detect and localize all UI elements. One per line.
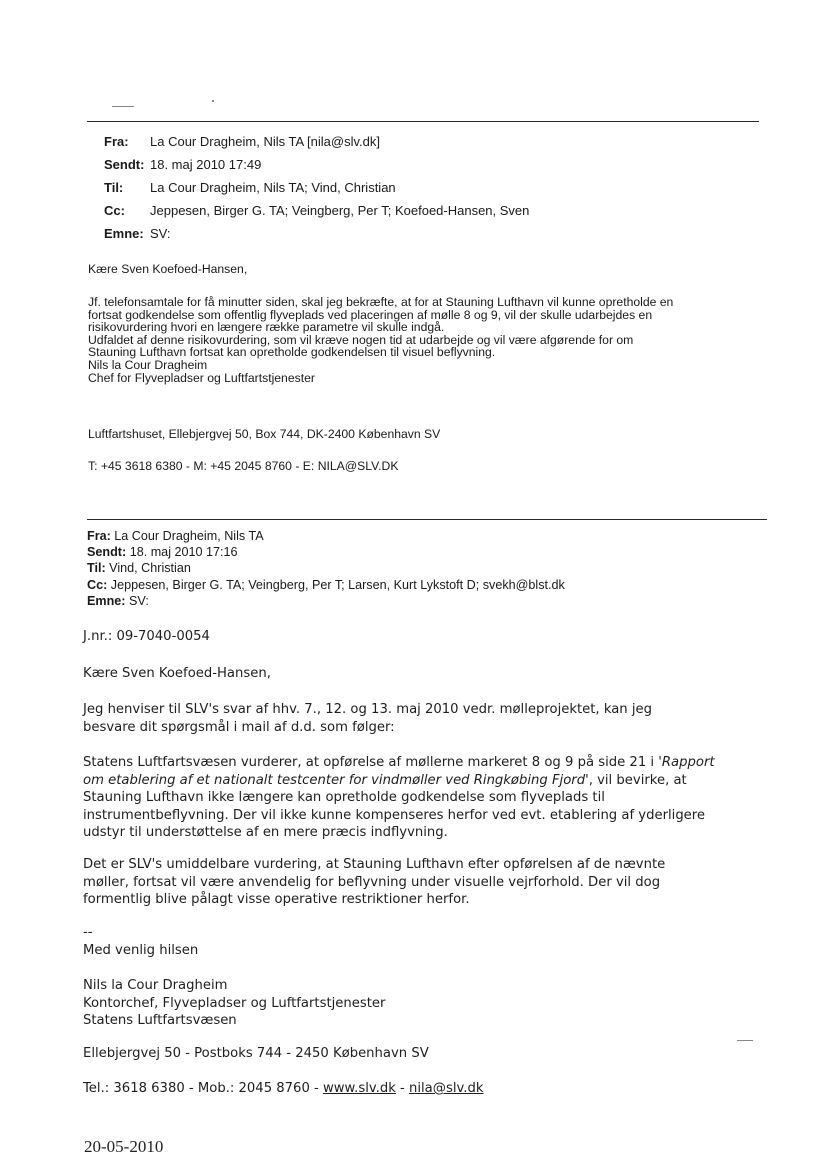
header-from-label: Fra: [87, 529, 111, 543]
scan-speck [212, 100, 214, 102]
body-line: Det er SLV's umiddelbare vurdering, at Stauning Lufthavn efter opførelsen af de nævnte [83, 857, 666, 872]
header-cc-label: Cc: [87, 577, 108, 592]
closing [83, 942, 198, 960]
report-title-text: 'Rapport [658, 755, 715, 770]
header-from-label: Fra: [104, 134, 129, 149]
header-sent-value: 18. maj 2010 17:16 [129, 545, 238, 560]
separator-text: - [395, 1081, 409, 1096]
header-to-row [87, 560, 565, 576]
header-to-value: La Cour Dragheim, Nils TA; Vind, Christian [150, 180, 396, 195]
body-line: fortsat godkendelse som offentlig flyveplads ved placeringen af mølle 8 og 9, vil der skulle udarbejdes en [88, 307, 653, 322]
greeting [83, 665, 271, 683]
email-1-greeting [88, 263, 247, 276]
header-from-row [87, 528, 565, 544]
journal-number [83, 628, 210, 646]
signature-block [83, 977, 385, 1030]
header-subject-value: SV: [150, 226, 171, 241]
email-2-header [87, 528, 565, 609]
greeting-text: Kære Sven Koefoed-Hansen, [88, 262, 248, 276]
header-subject-label: Emne: [104, 226, 144, 241]
signature-separator [83, 924, 93, 942]
scan-speck [737, 1040, 753, 1041]
email-1-contact [88, 460, 399, 473]
body-line: Stauning Lufthavn fortsat kan opretholde godkendelsen til visuel beflyvning. [88, 345, 496, 360]
body-line [83, 754, 715, 772]
address-text: Luftfartshuset, Ellebjergvej 50, Box 744, DK-2400 København SV [88, 427, 441, 441]
body-line: Udfaldet af denne risikovurdering, som vil kræve nogen tid at udarbejde og vil være afgørende for om [88, 332, 634, 347]
signature-line: Statens Luftfartsvæsen [83, 1013, 237, 1028]
email-link[interactable]: nila@slv.dk [409, 1081, 484, 1096]
address [83, 1045, 429, 1063]
body-line: udstyr til understøttelse af en mere præcis indflyvning. [83, 825, 448, 840]
paragraph-3 [83, 856, 665, 909]
website-link[interactable]: www.slv.dk [322, 1081, 396, 1096]
header-from-value: La Cour Dragheim, Nils TA [nila@slv.dk] [150, 134, 380, 149]
header-from-value: La Cour Dragheim, Nils TA [114, 529, 264, 543]
body-line: Jeg henviser til SLV's svar af hhv. 7., 12. og 13. maj 2010 vedr. mølleprojektet, kan jeg [83, 702, 653, 717]
body-line: Jf. telefonsamtale for få minutter siden, skal jeg bekræfte, at for at Stauning Lufthavn vil kunne opretholde en [88, 295, 674, 309]
greeting-text: Kære Sven Koefoed-Hansen, [83, 666, 271, 681]
body-text: Statens Luftfartsvæsen vurderer, at opførelse af møllerne markeret 8 og 9 på side 21 i [83, 755, 659, 770]
body-line: instrumentbeflyvning. Der vil ikke kunne kompenseres herfor ved evt. etablering af yderligere [83, 807, 706, 823]
body-line: besvare dit spørgsmål i mail af d.d. som følger: [83, 719, 395, 735]
separator-text: -- [83, 925, 93, 940]
phone-text: Tel.: 3618 6380 - Mob.: 2045 8760 - [83, 1081, 323, 1096]
header-cc-value: Jeppesen, Birger G. TA; Veingberg, Per T; Koefoed-Hansen, Sven [150, 203, 530, 218]
header-sent-value: 18. maj 2010 17:49 [150, 157, 262, 172]
email-1-address [88, 428, 440, 441]
header-divider [87, 121, 759, 122]
contact-line [83, 1080, 483, 1098]
header-cc-value: Jeppesen, Birger G. TA; Veingberg, Per T; Larsen, Kurt Lykstoft D; svekh@blst.dk [110, 577, 565, 592]
header-to-label: Til: [87, 561, 106, 576]
closing-text: Med venlig hilsen [83, 943, 199, 958]
header-cc-row [87, 577, 565, 593]
body-line: Stauning Lufthavn ikke længere kan opretholde godkendelse som flyveplads til [83, 790, 605, 805]
body-line: Chef for Flyvepladser og Luftfartstjenester [88, 370, 315, 385]
header-cc-label: Cc: [104, 203, 125, 218]
body-line: formentlig blive pålagt visse operative restriktioner herfor. [83, 892, 470, 907]
scan-speck [112, 106, 134, 107]
report-title-text: om etablering af et nationalt testcenter for vindmøller ved Ringkøbing Fjord' [83, 772, 589, 788]
body-line: Nils la Cour Dragheim [88, 357, 208, 372]
signature-line: Kontorchef, Flyvepladser og Luftfartstjenester [83, 995, 386, 1011]
contact-text [83, 1080, 483, 1098]
signature-line: Nils la Cour Dragheim [83, 978, 228, 993]
header-to-value: Vind, Christian [109, 561, 191, 576]
header-subject-row [87, 593, 565, 609]
body-line: risikovurdering hvori en længere række parametre vil skulle indgå. [88, 320, 445, 335]
body-text: , vil bevirke, at [588, 772, 687, 788]
header-divider [87, 519, 767, 520]
paragraph-2 [83, 754, 715, 842]
email-1-body [88, 296, 673, 384]
body-line: møller, fortsat vil være anvendelig for beflyvning under visuelle vejrforhold. Der vil dog [83, 874, 661, 890]
header-sent-label: Sendt: [87, 545, 127, 560]
header-subject-label: Emne: [87, 593, 126, 608]
header-sent-label: Sendt: [104, 157, 145, 172]
header-subject-value: SV: [129, 593, 149, 608]
footer-date: 20-05-2010 [84, 1137, 164, 1156]
body-line [83, 772, 715, 790]
address-text: Ellebjergvej 50 - Postboks 744 - 2450 København SV [83, 1046, 429, 1061]
header-sent-row [87, 544, 565, 560]
header-to-label: Til: [104, 180, 124, 195]
paragraph-1 [83, 701, 652, 736]
journal-number-text: J.nr.: 09-7040-0054 [83, 629, 210, 644]
contact-text: T: +45 3618 6380 - M: +45 2045 8760 - E: NILA@SLV.DK [88, 459, 399, 473]
